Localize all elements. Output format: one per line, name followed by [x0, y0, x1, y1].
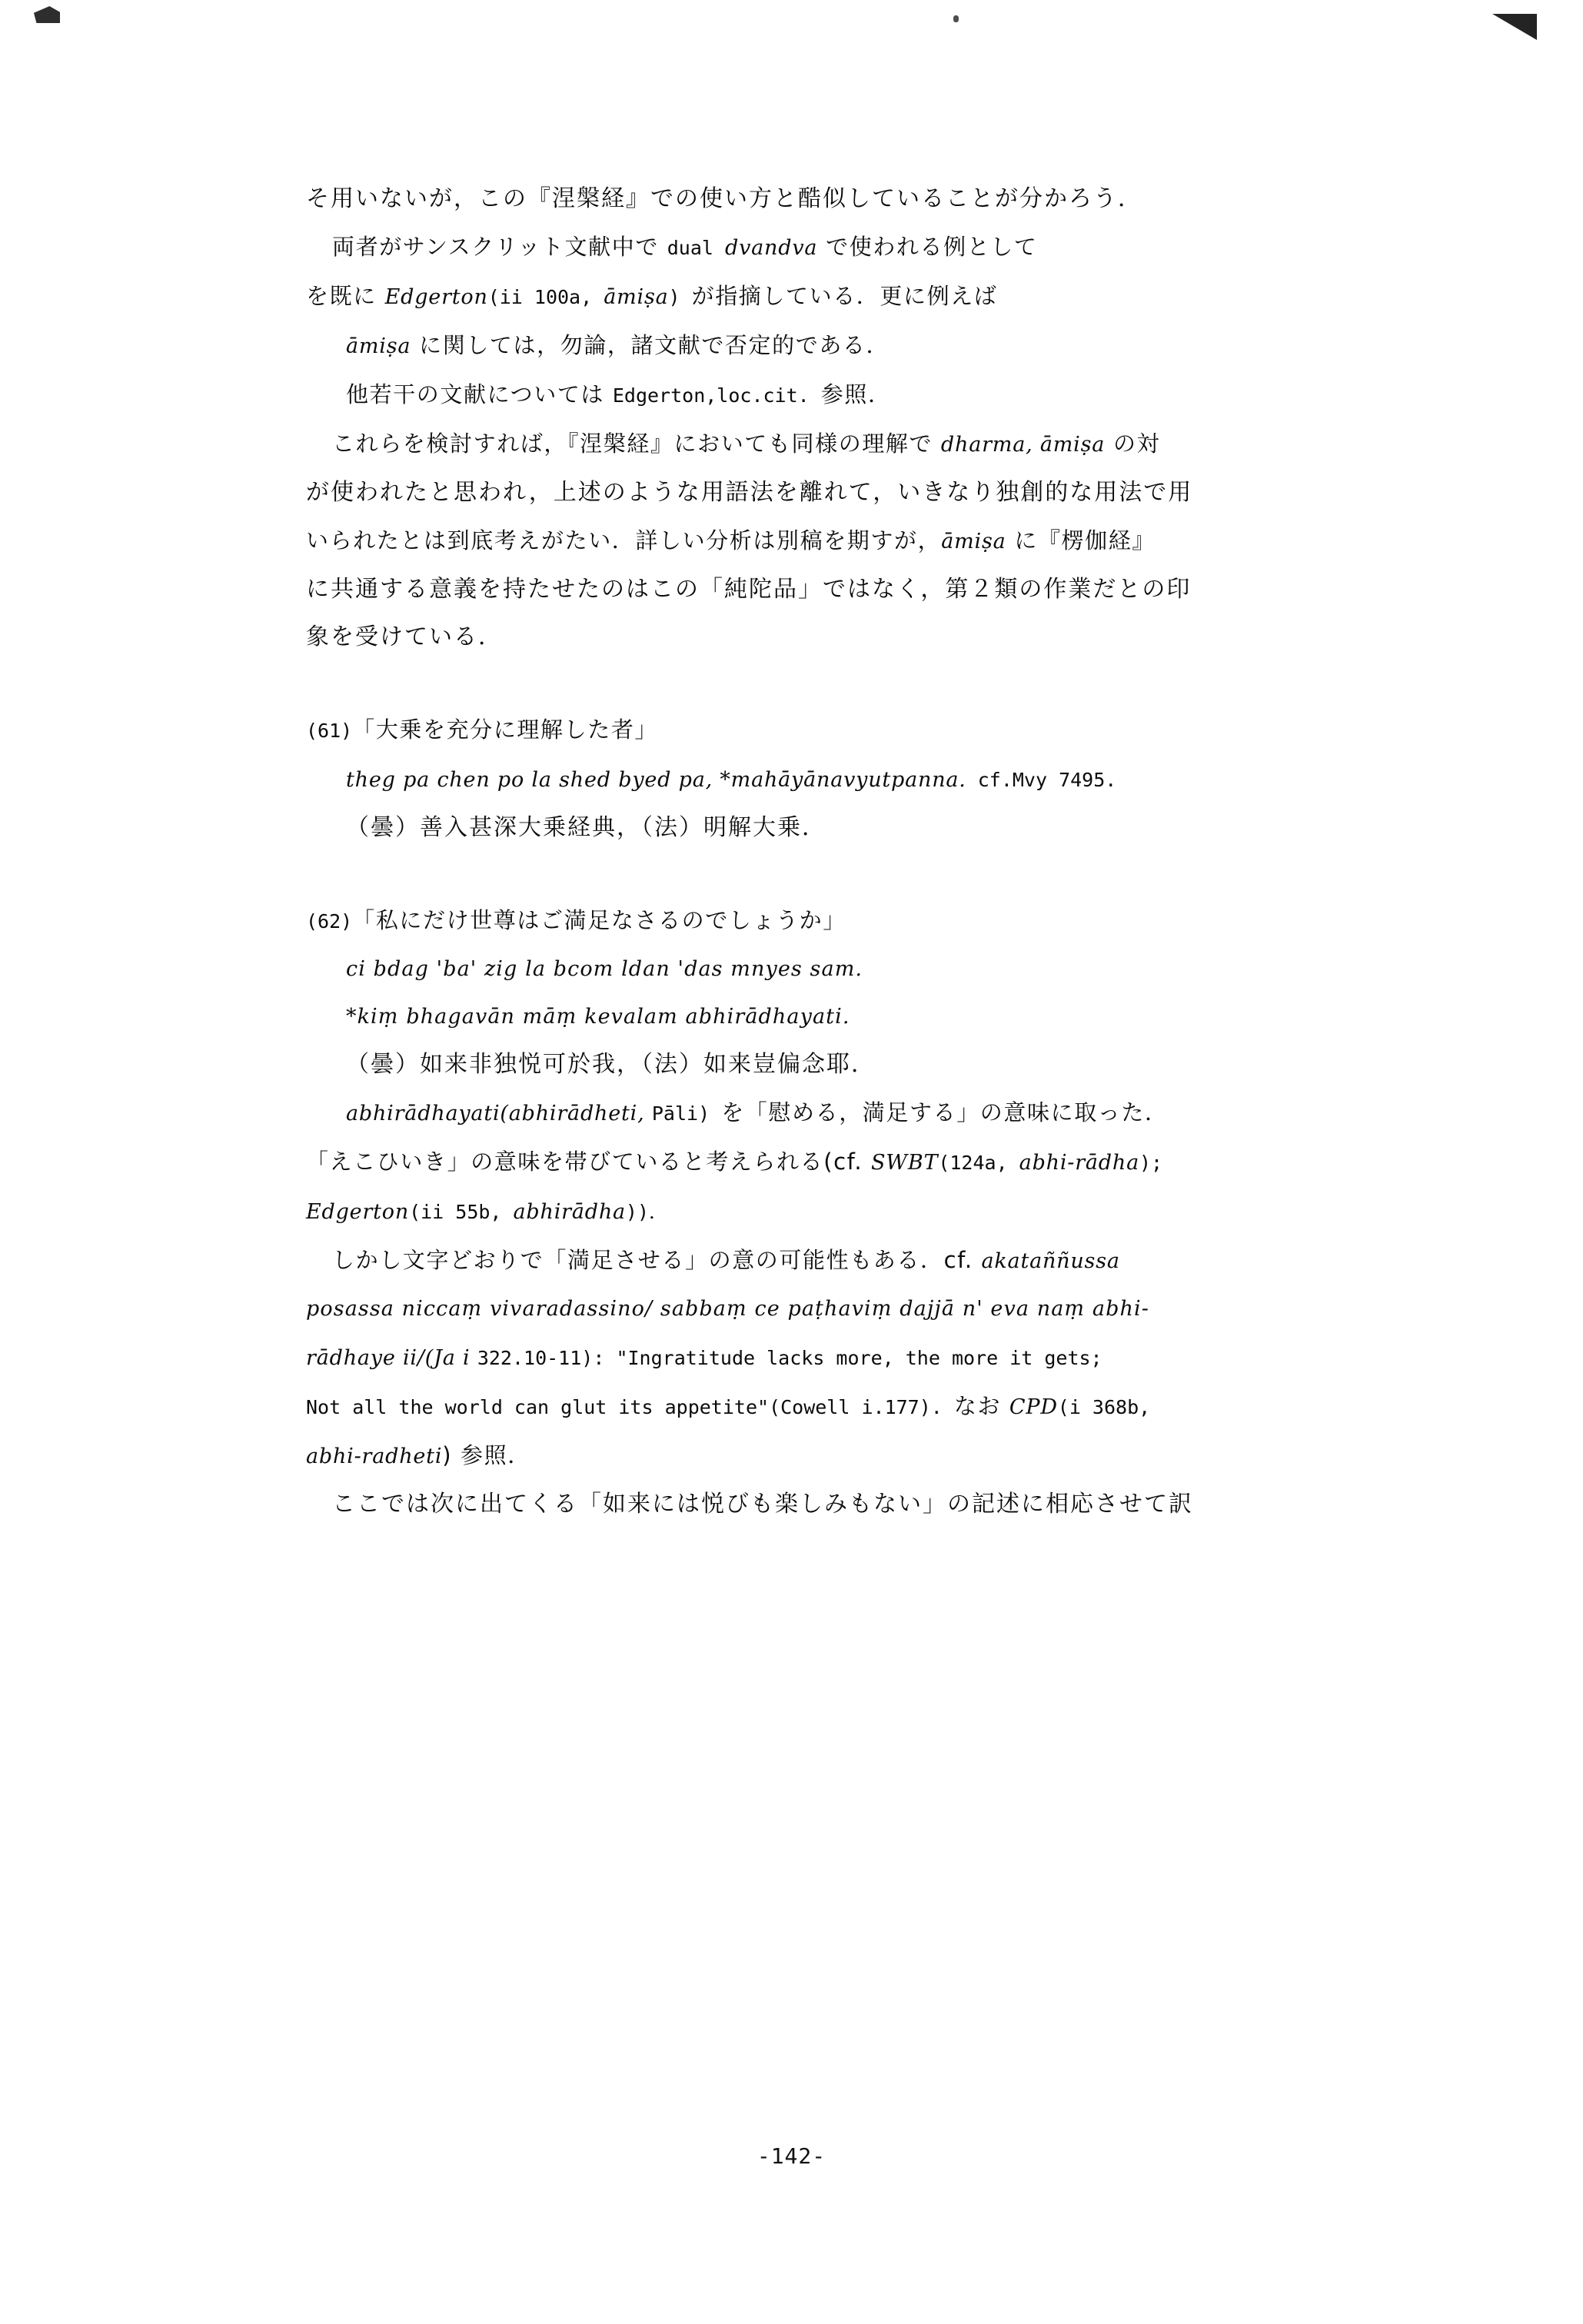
note-7-mono: Not all the world can glut its appetite"(Cowell i.177).	[306, 1396, 954, 1418]
paragraph-5-line-5: 象を受けている．	[306, 623, 503, 650]
note-2-italic: SWBT	[871, 1151, 939, 1175]
note-3-italic-2: abhirādha	[513, 1200, 626, 1224]
p2-italic-2: āmiṣa	[604, 285, 669, 309]
p5l1-italic: dharma, āmiṣa	[940, 433, 1106, 457]
paragraph-3	[306, 321, 1298, 371]
p5l1-post: の対	[1105, 431, 1161, 457]
entry-62-chinese: （曇）如来非独悦可於我，（法）如来豈偏念耶．	[346, 1051, 876, 1078]
note-3-italic: Edgerton	[306, 1200, 410, 1224]
paragraph-5-line-1	[306, 420, 1298, 469]
note-3-mono-2: ))．	[625, 1201, 669, 1223]
note-4-pre: しかし文字どおりで「満足させる」の意の可能性もある．cf.	[332, 1247, 982, 1273]
page-number: -142-	[757, 2143, 826, 2169]
p1l2-pre: 両者がサンスクリット文献中で	[332, 234, 667, 260]
p2-italic: Edgerton	[384, 285, 488, 309]
entry-62-note-2	[306, 1138, 1298, 1187]
p4-pre: 他若干の文献については	[346, 381, 613, 407]
spacer-before-entry-62	[306, 852, 1298, 896]
entry-62-note-8	[306, 1431, 1298, 1481]
note-2-mono: (124a,	[938, 1152, 1019, 1174]
note-6-italic-b: (Ja i	[424, 1346, 477, 1370]
entry-62-note-4	[306, 1236, 1298, 1285]
entry-62-tibetan: ci bdag 'ba' zig la bcom ldan 'das mnyes sam.	[346, 957, 863, 981]
p5l3-post: に『楞伽経』	[1006, 527, 1156, 554]
entry-62-note-9: ここでは次に出てくる「如来には悦びも楽しみもない」の記述に相応させて訳	[332, 1491, 1193, 1518]
entry-62-note-6	[306, 1333, 1298, 1382]
note-7-mono-2: (i 368b,	[1057, 1396, 1151, 1418]
entry-62-heading	[306, 896, 1298, 946]
p3-italic: āmiṣa	[346, 334, 411, 358]
entry-61-tibetan	[306, 755, 1298, 804]
entry-61-tibetan-ref: cf.Mvy 7495.	[966, 769, 1117, 791]
entry-61-tibetan-italic: theg pa chen po la shed byed pa, *mahāyānavyutpanna.	[346, 768, 966, 792]
entry-61-number: (61)	[306, 720, 353, 742]
entry-62-number: (62)	[306, 910, 353, 933]
p1l2-mono: dual	[667, 237, 726, 259]
note-2-mono-2: );	[1139, 1152, 1163, 1174]
note-1-italic: abhirādhayati(abhirādheti,	[346, 1102, 652, 1125]
scan-artifact-top-right-icon	[1492, 14, 1537, 40]
paragraph-1-line-1: そ用いないが，この『涅槃経』での使い方と酷似していることが分かろう．	[306, 185, 1142, 212]
entry-61-heading	[306, 706, 1298, 755]
entry-62-note-3	[306, 1187, 1298, 1236]
note-6-quote: "Ingratitude lacks more, the more it gets;	[616, 1347, 1102, 1369]
p1l2-post: で使われる例として	[817, 234, 1038, 260]
note-8-italic: abhi-radheti	[306, 1445, 443, 1468]
note-3-mono: (ii 55b,	[409, 1201, 514, 1223]
entry-61-chinese: （曇）善入甚深大乗経典，（法）明解大乗．	[346, 814, 826, 841]
paragraph-1-line-2	[306, 223, 1298, 272]
note-4-italic: akataññussa	[981, 1249, 1120, 1273]
entry-61-headword: 「大乗を充分に理解した者」	[352, 716, 659, 743]
page-body	[306, 175, 1298, 1528]
note-1-post: を「慰める，満足する」の意味に取った．	[721, 1099, 1169, 1125]
paragraph-5-line-2: が使われたと思われ，上述のような用語法を離れて，いきなり独創的な用法で用	[306, 479, 1193, 506]
entry-62-headword: 「私にだけ世尊はご満足なさるのでしょうか」	[352, 907, 846, 933]
p5l3-italic: āmiṣa	[941, 530, 1006, 554]
note-6-mono: 322.10-11):	[477, 1347, 617, 1369]
paragraph-2	[306, 272, 1298, 321]
p4-mono: Edgerton,loc.cit.	[612, 384, 821, 407]
paragraph-5-line-4: に共通する意義を持たせたのはこの「純陀品」ではなく，第２類の作業だとの印	[306, 576, 1192, 603]
paragraph-5-line-3	[306, 517, 1298, 566]
p1l2-italic: dvandva	[725, 236, 818, 260]
p2-mono: (ii 100a,	[487, 286, 604, 308]
p2-pre: を既に	[306, 283, 385, 309]
p5l1-pre: これらを検討すれば，『涅槃経』においても同様の理解で	[332, 431, 941, 457]
p4-post: 参照．	[820, 381, 892, 407]
p5l3-pre: いられたとは到底考えがたい．詳しい分析は別稿を期すが，	[306, 527, 942, 554]
p3-rest: に関しては，勿論，諸文献で否定的である．	[411, 332, 890, 358]
note-2-italic-2: abhi-rādha	[1019, 1151, 1139, 1175]
scan-artifact-top-left-icon	[34, 6, 60, 23]
note-2-pre: 「えこひいき」の意味を帯びていると考えられる(cf.	[306, 1149, 871, 1175]
paragraph-4	[306, 371, 1298, 420]
note-7-jp: なお	[953, 1393, 1009, 1419]
note-8-post: ) 参照．	[442, 1442, 531, 1468]
p2-post: が指摘している．更に例えば	[691, 283, 998, 309]
note-7-italic: CPD	[1009, 1395, 1058, 1419]
entry-62-sanskrit: *kiṃ bhagavān māṃ kevalam abhirādhayati.	[346, 1005, 850, 1029]
entry-62-note-1	[306, 1089, 1298, 1138]
scan-artifact-dot-icon	[953, 15, 959, 22]
entry-62-note-7	[306, 1382, 1298, 1431]
note-6-italic: rādhaye ii/	[306, 1346, 425, 1370]
spacer-before-entry-61	[306, 661, 1298, 706]
entry-62-note-5: posassa niccaṃ vivaradassino/ sabbaṃ ce paṭhaviṃ dajjā n' eva naṃ abhi-	[306, 1297, 1149, 1321]
note-1-mono: Pāli)	[651, 1102, 722, 1125]
p2-mono-2: )	[668, 286, 692, 308]
